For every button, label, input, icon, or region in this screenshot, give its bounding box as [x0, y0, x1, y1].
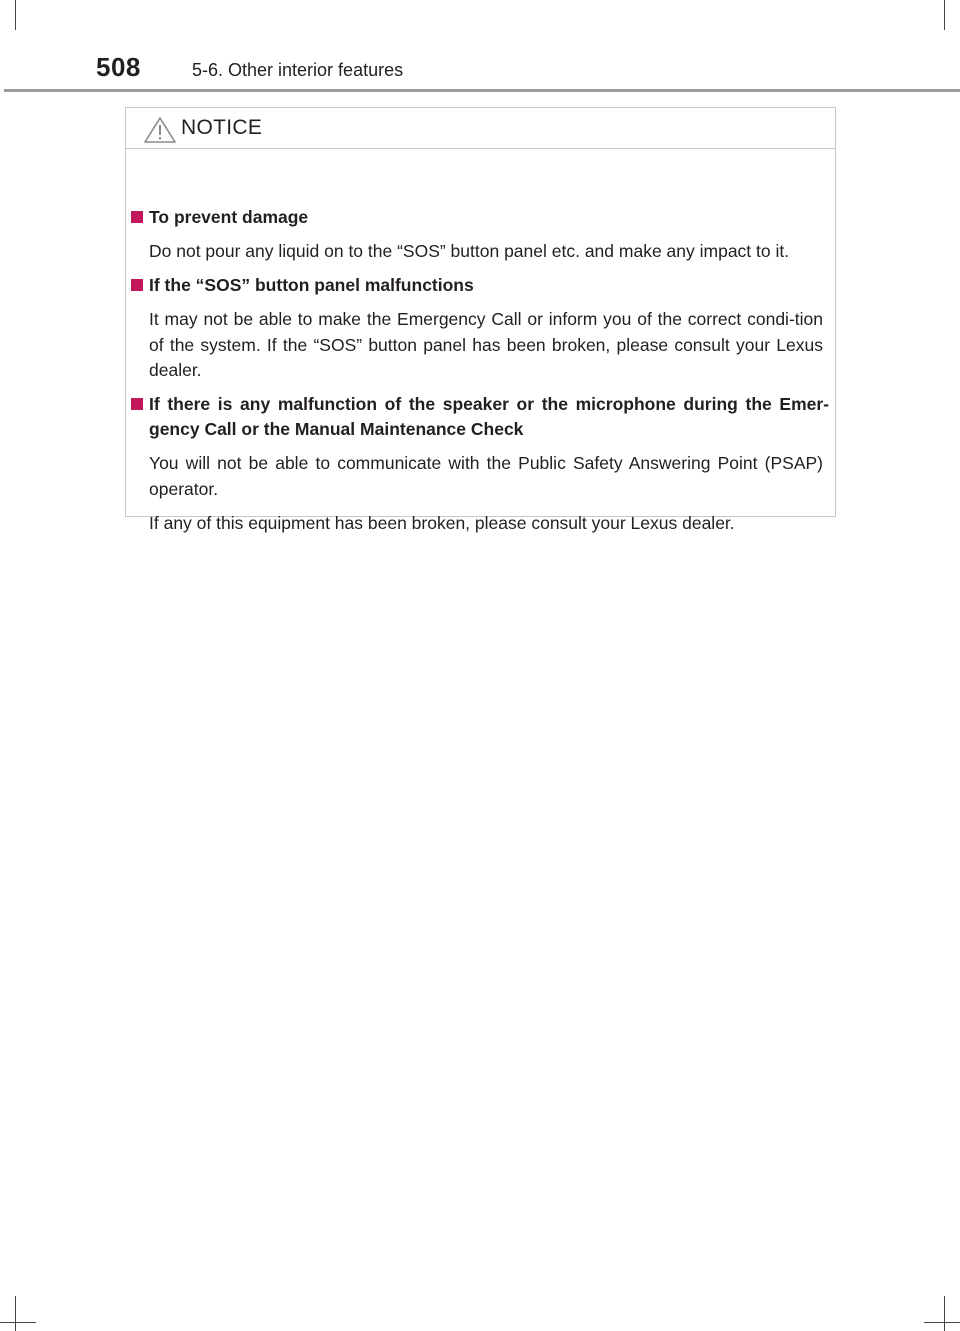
square-bullet-icon — [131, 279, 143, 291]
notice-title: NOTICE — [181, 116, 263, 139]
page-number: 508 — [96, 52, 141, 82]
square-bullet-icon — [131, 398, 143, 410]
crop-mark — [924, 1322, 960, 1323]
crop-mark — [944, 1296, 945, 1331]
item-heading: If the “SOS” button panel malfunctions — [149, 275, 474, 295]
notice-box — [125, 107, 836, 533]
square-bullet-icon — [131, 211, 143, 223]
header-divider — [4, 89, 960, 92]
item-paragraph: If any of this equipment has been broken, please consult your Lexus dealer. — [149, 513, 735, 533]
notice-header — [126, 108, 835, 149]
section-title: 5-6. Other interior features — [192, 60, 404, 80]
item-paragraph: It may not be able to make the Emergency Call or inform you of the correct condi-tion of the system. If the “SOS” button panel has been broken, please consult your Lexus dealer. — [149, 309, 823, 380]
item-paragraph: You will not be able to communicate with the Public Safety Answering Point (PSAP) operator. — [149, 453, 823, 499]
warning-triangle-icon — [143, 116, 177, 144]
item-heading: To prevent damage — [149, 207, 309, 227]
item-paragraph: Do not pour any liquid on to the “SOS” button panel etc. and make any impact to it. — [149, 241, 790, 261]
crop-mark — [15, 1296, 16, 1331]
item-heading: If there is any malfunction of the speaker or the microphone during the Emer-gency Call or the Manual Maintenance Check — [149, 394, 829, 439]
page-header — [0, 0, 960, 92]
crop-mark — [0, 1322, 36, 1323]
